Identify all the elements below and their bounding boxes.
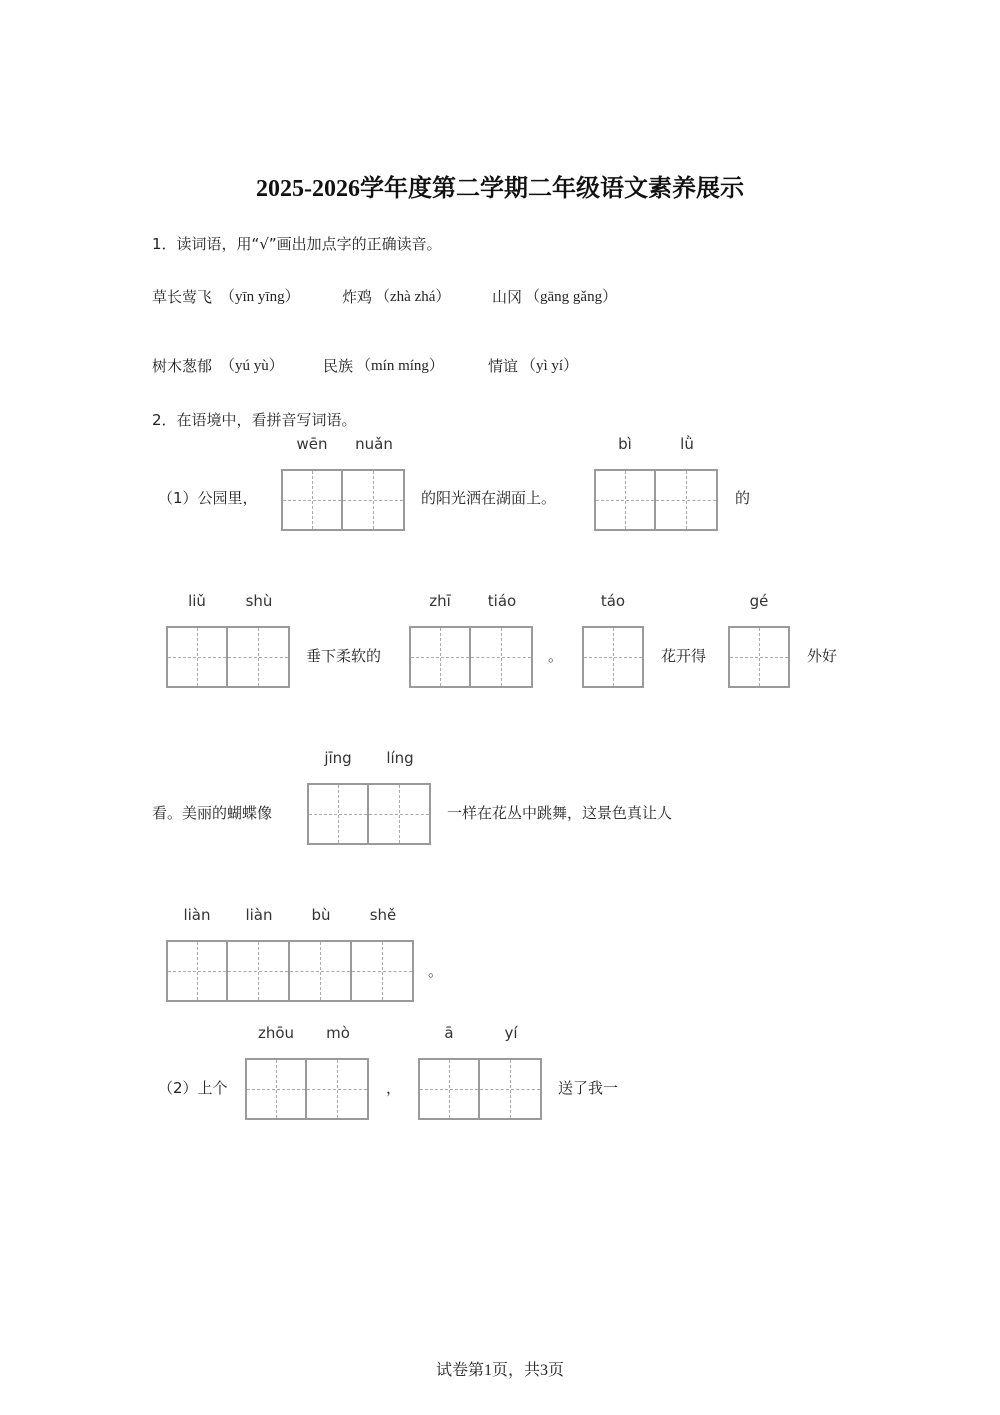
- writing-cell[interactable]: [656, 469, 718, 531]
- pinyin-label: yí: [504, 1024, 518, 1042]
- writing-cell[interactable]: [728, 626, 790, 688]
- sentence-text: 看。美丽的蝴蝶像: [152, 804, 273, 822]
- writing-cell[interactable]: [418, 1058, 480, 1120]
- writing-grid[interactable]: [582, 592, 644, 688]
- pinyin-label: shù: [245, 592, 273, 610]
- page-footer: 试卷第1页，共3页: [435, 1362, 564, 1379]
- sentence-text: 花开得: [661, 647, 707, 665]
- pinyin-label: liàn: [183, 906, 211, 924]
- pinyin-label: liàn: [245, 906, 273, 924]
- pinyin-label: mò: [326, 1024, 350, 1042]
- writing-cell[interactable]: [307, 1058, 369, 1120]
- writing-grid[interactable]: [594, 435, 718, 531]
- question-2-prompt: 2．在语境中，看拼音写词语。: [152, 411, 357, 429]
- pinyin-label: gé: [749, 592, 769, 610]
- pinyin-label: táo: [600, 592, 626, 610]
- q1-word: 炸鸡: [342, 288, 373, 306]
- sentence-text: 送了我一: [558, 1079, 619, 1097]
- writing-cell[interactable]: [228, 626, 290, 688]
- pinyin-label: ā: [444, 1024, 454, 1042]
- q1-pinyin-choice[interactable]: （gāng gǎng）: [525, 289, 618, 305]
- sentence-text: 的阳光洒在湖面上。: [421, 489, 557, 507]
- q1-pinyin-choice[interactable]: （yīn yīng）: [220, 289, 300, 305]
- writing-cell[interactable]: [409, 626, 471, 688]
- writing-cell[interactable]: [582, 626, 644, 688]
- pinyin-label: zhī: [429, 592, 451, 610]
- pinyin-label: nuǎn: [355, 435, 393, 453]
- q1-word: 情谊: [488, 357, 519, 375]
- writing-cell[interactable]: [594, 469, 656, 531]
- question-1-prompt: 1．读词语，用“√”画出加点字的正确读音。: [152, 235, 442, 253]
- sentence-text: （2）上个: [158, 1079, 228, 1097]
- writing-grid[interactable]: [166, 592, 290, 688]
- pinyin-label: tiáo: [487, 592, 517, 610]
- sentence-text: 。: [548, 647, 564, 665]
- writing-cell[interactable]: [343, 469, 405, 531]
- sentence-text: ，: [386, 1079, 402, 1097]
- pinyin-label: wēn: [296, 435, 328, 453]
- writing-grid[interactable]: [307, 749, 431, 845]
- q1-pinyin-choice[interactable]: （zhà zhá）: [375, 289, 451, 305]
- pinyin-label: jīng: [324, 749, 352, 767]
- writing-grid[interactable]: [418, 1024, 542, 1120]
- sentence-text: 垂下柔软的: [306, 647, 382, 665]
- sentence-text: （1）公园里，: [158, 489, 258, 507]
- q1-word: 山冈: [492, 288, 523, 306]
- q1-word: 民族: [323, 357, 354, 375]
- writing-cell[interactable]: [166, 626, 228, 688]
- pinyin-label: bù: [311, 906, 331, 924]
- q1-word: 树木葱郁: [152, 357, 213, 375]
- sentence-text: 。: [428, 962, 444, 980]
- sentence-text: 外好: [807, 647, 838, 665]
- sentence-text: 的: [735, 489, 751, 507]
- page-title: 2025-2026学年度第二学期二年级语文素养展示: [256, 176, 744, 202]
- writing-cell[interactable]: [480, 1058, 542, 1120]
- pinyin-label: lǜ: [680, 435, 694, 453]
- writing-cell[interactable]: [290, 940, 352, 1002]
- writing-grid[interactable]: [166, 906, 414, 1002]
- q1-pinyin-choice[interactable]: （mín míng）: [356, 358, 444, 374]
- pinyin-label: zhōu: [257, 1024, 295, 1042]
- pinyin-label: shě: [369, 906, 397, 924]
- writing-cell[interactable]: [307, 783, 369, 845]
- pinyin-label: líng: [386, 749, 414, 767]
- writing-cell[interactable]: [471, 626, 533, 688]
- q1-pinyin-choice[interactable]: （yú yù）: [220, 358, 284, 374]
- writing-cell[interactable]: [352, 940, 414, 1002]
- writing-cell[interactable]: [228, 940, 290, 1002]
- writing-cell[interactable]: [369, 783, 431, 845]
- sentence-text: 一样在花丛中跳舞，这景色真让人: [447, 804, 673, 822]
- writing-grid[interactable]: [281, 435, 405, 531]
- writing-grid[interactable]: [245, 1024, 369, 1120]
- pinyin-label: bì: [618, 435, 632, 453]
- writing-cell[interactable]: [281, 469, 343, 531]
- writing-grid[interactable]: [409, 592, 533, 688]
- pinyin-label: liǔ: [188, 592, 206, 610]
- writing-grid[interactable]: [728, 592, 790, 688]
- q1-pinyin-choice[interactable]: （yì yí）: [521, 358, 579, 374]
- q1-word: 草长莺飞: [152, 288, 213, 306]
- writing-cell[interactable]: [166, 940, 228, 1002]
- writing-cell[interactable]: [245, 1058, 307, 1120]
